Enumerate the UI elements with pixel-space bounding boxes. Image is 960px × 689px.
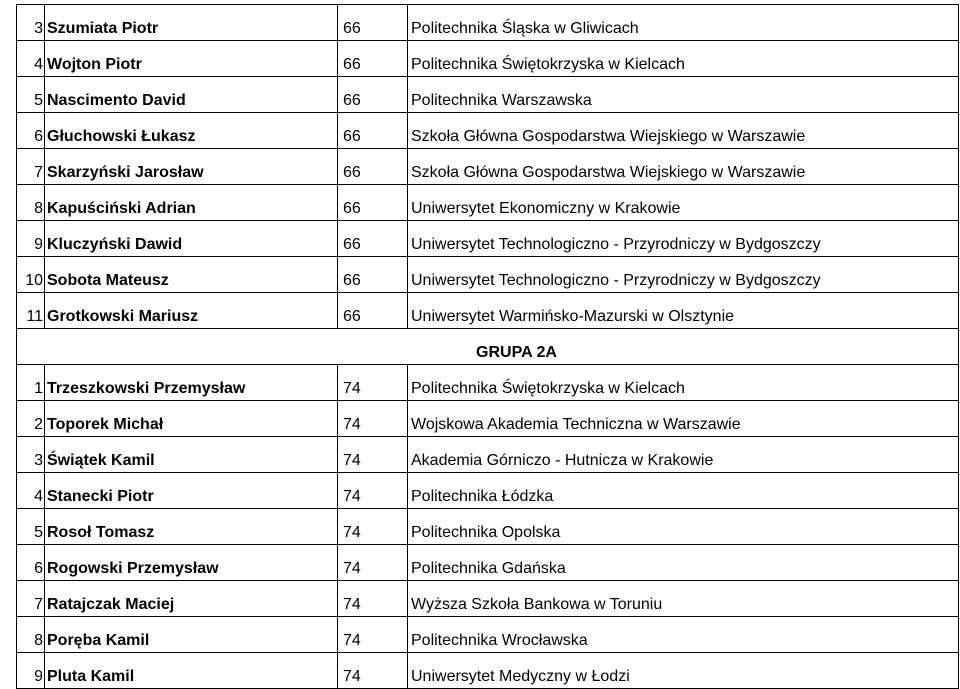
points-cell: 74 [338,437,408,473]
points-cell: 74 [338,581,408,617]
name-cell: Skarzyński Jarosław [45,149,338,185]
table-row [17,581,959,617]
name-cell: Ratajczak Maciej [45,581,338,617]
table-row [17,41,959,77]
university-cell: Uniwersytet Ekonomiczny w Krakowie [408,185,959,221]
points-cell: 74 [338,545,408,581]
table-row [17,77,959,113]
previous-group-rows [17,5,959,329]
group-title: GRUPA 2A [17,329,959,365]
name-cell: Trzeszkowski Przemysław [45,365,338,401]
points-cell: 66 [338,185,408,221]
name-cell: Stanecki Piotr [45,473,338,509]
points-cell: 66 [338,41,408,77]
name-cell: Szumiata Piotr [45,5,338,41]
name-cell: Grotkowski Mariusz [45,293,338,329]
results-table [16,4,959,689]
points-cell: 74 [338,617,408,653]
rank-cell: 3 [17,5,45,41]
rank-cell: 11 [17,293,45,329]
rank-cell: 9 [17,653,45,689]
points-cell: 74 [338,401,408,437]
name-cell: Nascimento David [45,77,338,113]
table-row [17,437,959,473]
rank-cell: 4 [17,473,45,509]
points-cell: 66 [338,149,408,185]
name-cell: Rogowski Przemysław [45,545,338,581]
table-row [17,545,959,581]
points-cell: 66 [338,5,408,41]
points-cell: 66 [338,113,408,149]
university-cell: Politechnika Gdańska [408,545,959,581]
table-row [17,401,959,437]
table-row [17,257,959,293]
points-cell: 66 [338,257,408,293]
name-cell: Wojton Piotr [45,41,338,77]
university-cell: Uniwersytet Warmińsko-Mazurski w Olsztynie [408,293,959,329]
rank-cell: 10 [17,257,45,293]
points-cell: 74 [338,473,408,509]
university-cell: Politechnika Wrocławska [408,617,959,653]
university-cell: Politechnika Opolska [408,509,959,545]
university-cell: Politechnika Świętokrzyska w Kielcach [408,365,959,401]
name-cell: Kluczyński Dawid [45,221,338,257]
rank-cell: 5 [17,77,45,113]
rank-cell: 6 [17,113,45,149]
points-cell: 66 [338,293,408,329]
rank-cell: 3 [17,437,45,473]
university-cell: Politechnika Warszawska [408,77,959,113]
rank-cell: 8 [17,617,45,653]
rank-cell: 4 [17,41,45,77]
points-cell: 74 [338,509,408,545]
table-row [17,221,959,257]
rank-cell: 6 [17,545,45,581]
name-cell: Głuchowski Łukasz [45,113,338,149]
points-cell: 66 [338,77,408,113]
name-cell: Pluta Kamil [45,653,338,689]
table-row [17,365,959,401]
rank-cell: 7 [17,149,45,185]
points-cell: 66 [338,221,408,257]
rank-cell: 7 [17,581,45,617]
rank-cell: 1 [17,365,45,401]
table-row [17,617,959,653]
university-cell: Uniwersytet Technologiczno - Przyrodniczy w Bydgoszczy [408,221,959,257]
rank-cell: 5 [17,509,45,545]
points-cell: 74 [338,365,408,401]
university-cell: Politechnika Świętokrzyska w Kielcach [408,41,959,77]
university-cell: Politechnika Łódzka [408,473,959,509]
rank-cell: 9 [17,221,45,257]
table-row [17,185,959,221]
university-cell: Szkoła Główna Gospodarstwa Wiejskiego w Warszawie [408,149,959,185]
table-row [17,293,959,329]
university-cell: Politechnika Śląska w Gliwicach [408,5,959,41]
group-header-row [17,329,959,365]
table-row [17,5,959,41]
group-2a-section [17,329,959,689]
name-cell: Sobota Mateusz [45,257,338,293]
table-row [17,149,959,185]
table-row [17,653,959,689]
table-row [17,113,959,149]
name-cell: Toporek Michał [45,401,338,437]
name-cell: Świątek Kamil [45,437,338,473]
table-row [17,509,959,545]
university-cell: Wojskowa Akademia Techniczna w Warszawie [408,401,959,437]
university-cell: Szkoła Główna Gospodarstwa Wiejskiego w Warszawie [408,113,959,149]
university-cell: Wyższa Szkoła Bankowa w Toruniu [408,581,959,617]
name-cell: Rosoł Tomasz [45,509,338,545]
name-cell: Poręba Kamil [45,617,338,653]
university-cell: Uniwersytet Medyczny w Łodzi [408,653,959,689]
table-row [17,473,959,509]
rank-cell: 2 [17,401,45,437]
rank-cell: 8 [17,185,45,221]
points-cell: 74 [338,653,408,689]
university-cell: Uniwersytet Technologiczno - Przyrodniczy w Bydgoszczy [408,257,959,293]
university-cell: Akademia Górniczo - Hutnicza w Krakowie [408,437,959,473]
name-cell: Kapuściński Adrian [45,185,338,221]
